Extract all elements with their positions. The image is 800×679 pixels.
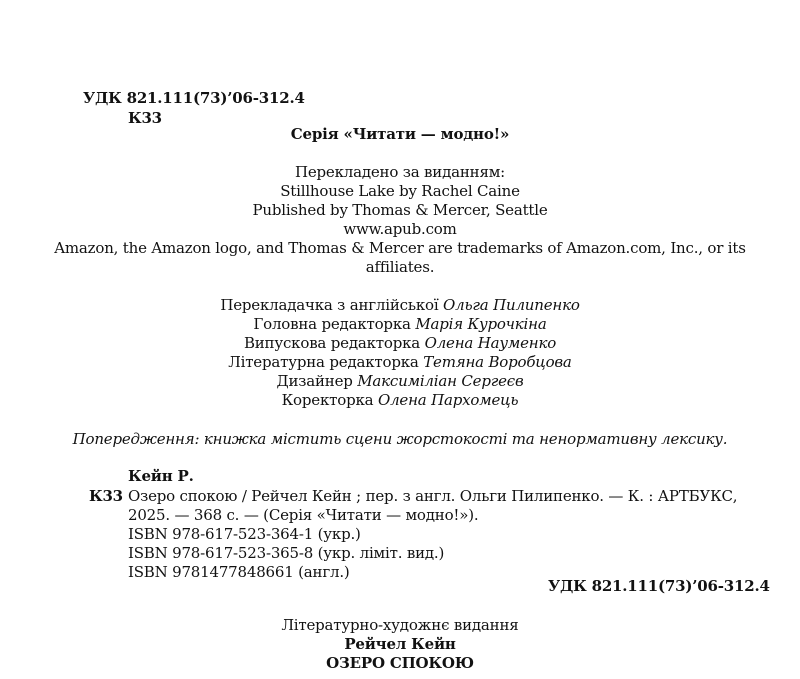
- translated-from-heading: Перекладено за виданням:: [294, 163, 506, 181]
- credit-role: Літературна редакторка: [228, 353, 419, 371]
- credit-row: [0, 333, 800, 353]
- credit-name: Марія Курочкіна: [415, 315, 547, 333]
- catalog-isbn: ISBN 978-617-523-365-8 (укр. ліміт. вид.): [128, 544, 445, 562]
- header-author-code: К33: [128, 109, 162, 127]
- credit-row: [0, 295, 800, 315]
- credit-name: Олена Науменко: [424, 334, 557, 352]
- footer-title: ОЗЕРО СПОКОЮ: [326, 654, 474, 672]
- catalog-udk: УДК 821.111(73)’06-312.4: [548, 577, 770, 595]
- credit-row: [0, 371, 800, 391]
- credit-role: Дизайнер: [276, 372, 353, 390]
- credit-role: Перекладачка з англійської: [220, 296, 439, 314]
- trademark-line-2: affiliates.: [365, 258, 435, 276]
- catalog-isbn: ISBN 978-617-523-364-1 (укр.): [128, 525, 361, 543]
- credit-row: [0, 352, 800, 372]
- credit-role: Випускова редакторка: [243, 334, 421, 352]
- catalog-isbn: ISBN 9781477848661 (англ.): [128, 563, 350, 581]
- content-warning: Попередження: книжка містить сцени жорстокості та ненормативну лексику.: [72, 430, 728, 448]
- original-publisher: Published by Thomas & Mercer, Seattle: [252, 201, 548, 219]
- credit-role: Коректорка: [281, 391, 374, 409]
- header-udk: УДК 821.111(73)’06-312.4: [83, 89, 305, 107]
- publisher-website: www.apub.com: [343, 220, 457, 238]
- credit-name: Максиміліан Сергеєв: [357, 372, 524, 390]
- catalog-author: Кейн Р.: [128, 467, 194, 485]
- credit-row: [0, 390, 800, 410]
- catalog-description-line-1: Озеро спокою / Рейчел Кейн ; пер. з англ. Ольги Пилипенко. — К. : АРТБУКС,: [128, 487, 738, 505]
- credit-name: Тетяна Воробцова: [423, 353, 572, 371]
- edition-type: Літературно-художнє видання: [281, 616, 519, 634]
- credit-role: Головна редакторка: [253, 315, 411, 333]
- credit-name: Олена Пархомець: [377, 391, 519, 409]
- credit-name: Ольга Пилипенко: [443, 296, 580, 314]
- credit-row: [0, 314, 800, 334]
- trademark-line-1: Amazon, the Amazon logo, and Thomas & Mercer are trademarks of Amazon.com, Inc., or its: [54, 239, 746, 257]
- footer-author: Рейчел Кейн: [344, 635, 456, 653]
- original-title: Stillhouse Lake by Rachel Caine: [280, 182, 520, 200]
- catalog-code: К33: [89, 487, 123, 505]
- series-title: Серія «Читати — модно!»: [290, 125, 510, 143]
- catalog-description-line-2: 2025. — 368 с. — (Серія «Читати — модно!»).: [128, 506, 479, 524]
